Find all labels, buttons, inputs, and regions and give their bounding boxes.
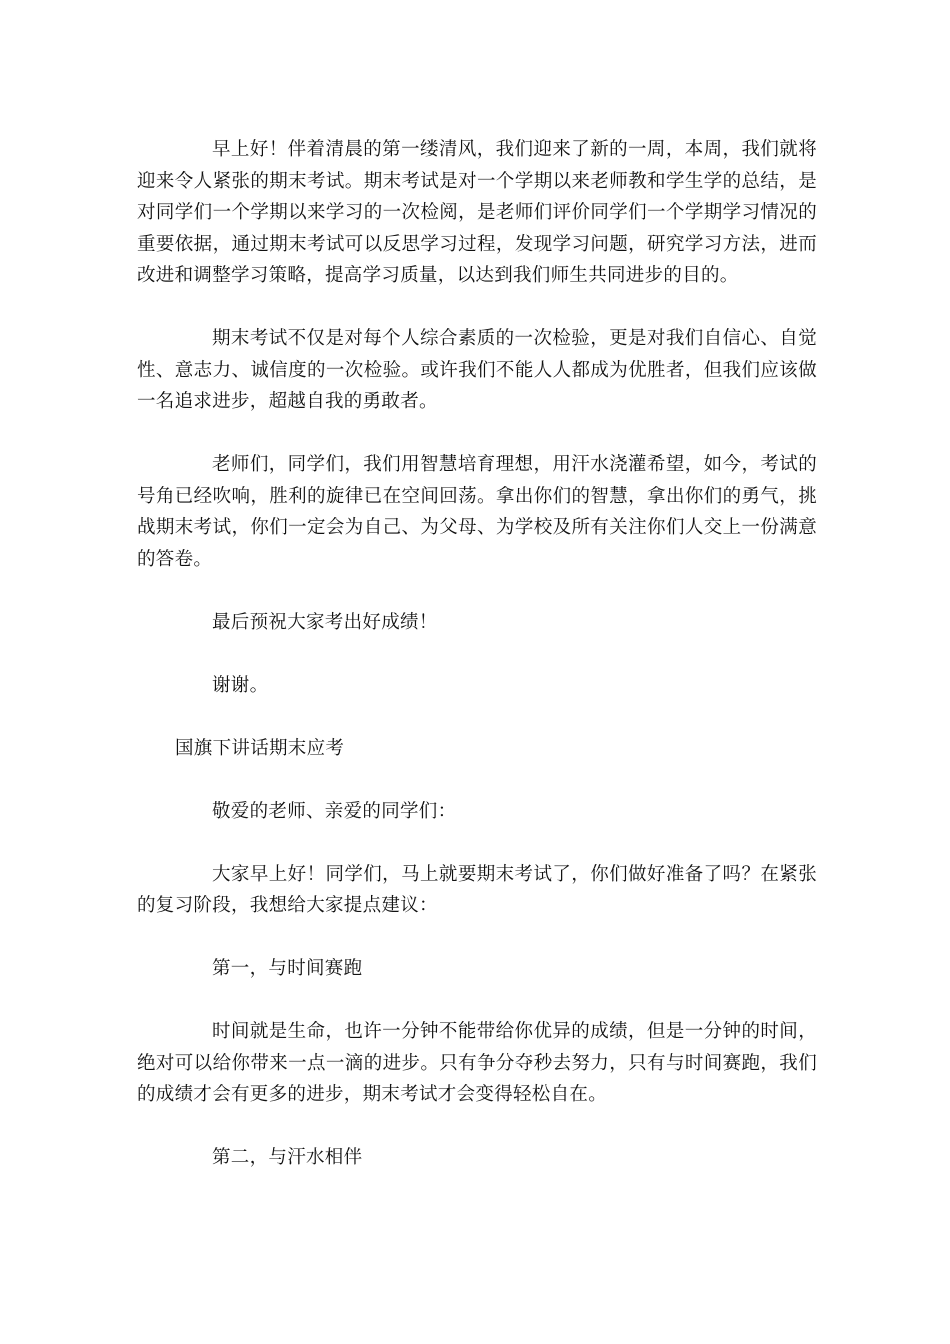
heading-point-two: 第二，与汗水相伴 [212, 1147, 363, 1168]
paragraph-wishes: 最后预祝大家考出好成绩！ [212, 611, 438, 633]
paragraph-salutation: 敬爱的老师、亲爱的同学们： [212, 800, 457, 822]
paragraph-encouragement: 老师们，同学们，我们用智慧培育理想，用汗水浇灌希望，如今，考试的号角已经吹响，胜利的旋律已在空间回荡。拿出你们的智慧，拿出你们的勇气，挑战期末考试，你们一定会为自己、为父母、为学校及所有关注你们人交上一份满意的答卷。 [137, 454, 817, 570]
paragraph-exam-test: 期末考试不仅是对每个人综合素质的一次检验，更是对我们自信心、自觉性、意志力、诚信度的一次检验。或许我们不能人人都成为优胜者，但我们应该做一名追求进步，超越自我的勇敢者。 [137, 328, 817, 412]
heading-point-one: 第一，与时间赛跑 [212, 958, 363, 979]
document-body [137, 134, 817, 1205]
paragraph-thanks: 谢谢。 [212, 674, 269, 696]
paragraph-time: 时间就是生命，也许一分钟不能带给你优异的成绩，但是一分钟的时间，绝对可以给你带来一点一滴的进步。只有争分夺秒去努力，只有与时间赛跑，我们的成绩才会有更多的进步，期末考试才会变得轻松自在。 [137, 1021, 817, 1105]
paragraph-intro: 早上好！伴着清晨的第一缕清风，我们迎来了新的一周，本周，我们就将迎来令人紧张的期末考试。期末考试是对一个学期以来老师教和学生学的总结，是对同学们一个学期以来学习的一次检阅，是老师们评价同学们一个学期学习情况的重要依据，通过期末考试可以反思学习过程，发现学习问题，研究学习方法，进而改进和调整学习策略，提高学习质量，以达到我们师生共同进步的目的。 [137, 139, 817, 286]
paragraph-greeting: 大家早上好！同学们，马上就要期末考试了，你们做好准备了吗？在紧张的复习阶段，我想给大家提点建议： [137, 863, 817, 916]
section-title: 国旗下讲话期末应考 [175, 737, 345, 759]
